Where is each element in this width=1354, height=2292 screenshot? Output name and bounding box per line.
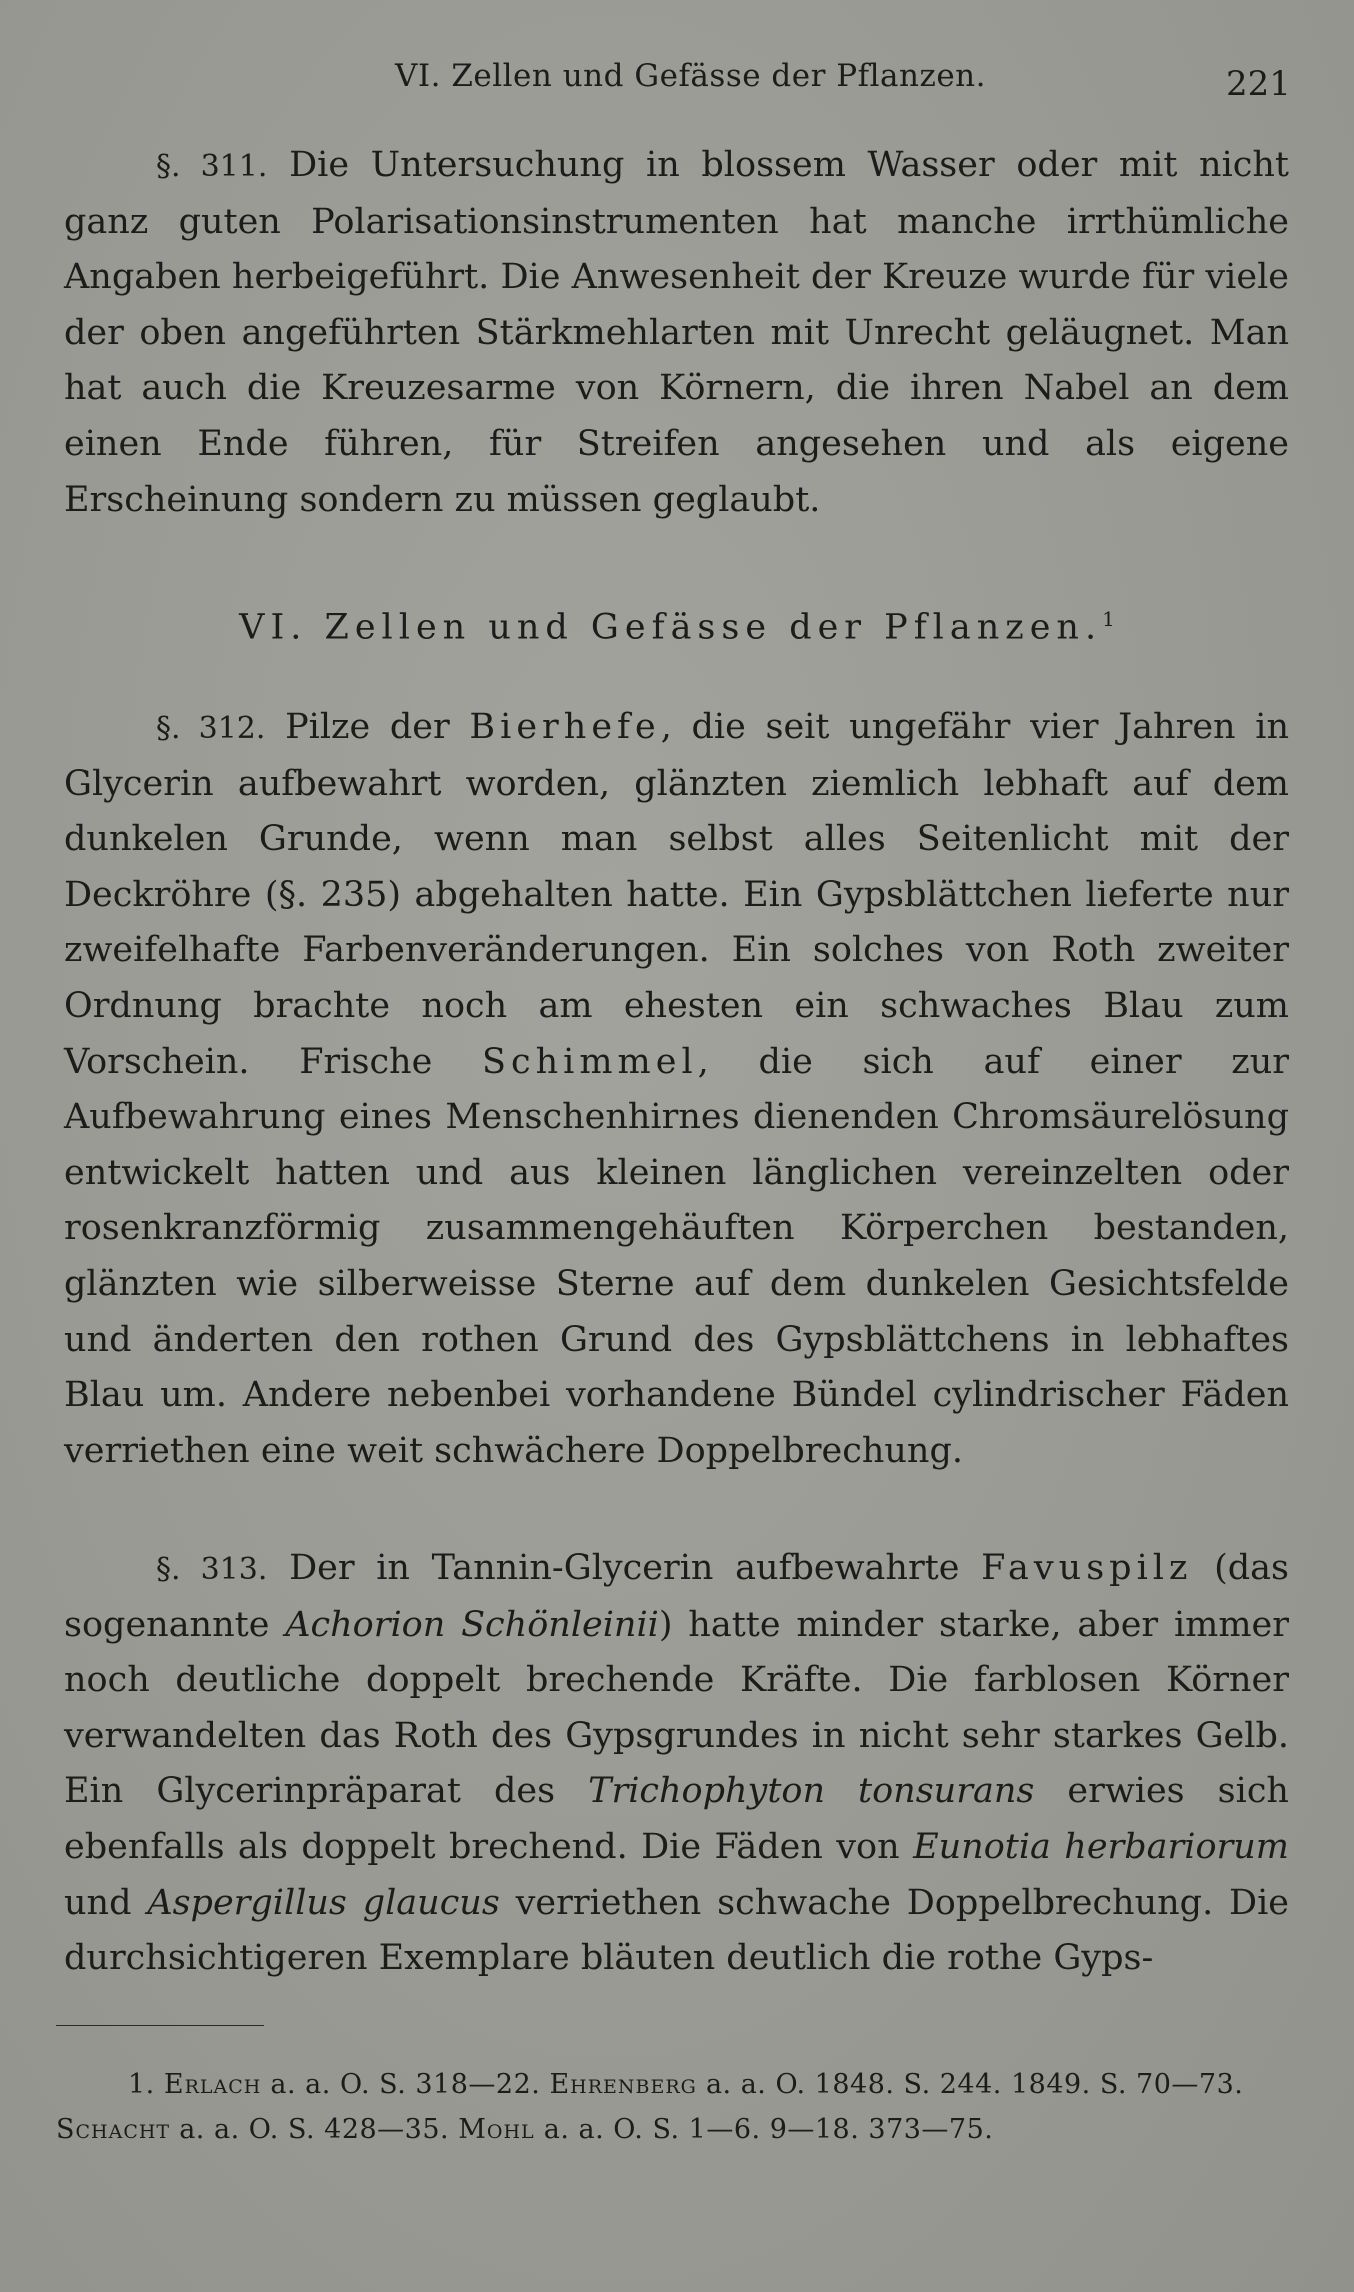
emphasis-spaced: Bierhefe <box>469 707 661 747</box>
footnote <box>56 2062 1296 2152</box>
section-number: §. 312. <box>156 711 266 746</box>
footnote-reference: a. a. O. S. 1—6. 9—18. 373—75. <box>543 2114 994 2145</box>
paragraph-text: Pilze der <box>285 707 450 747</box>
section-number: §. 311. <box>156 149 268 184</box>
page-number: 221 <box>1226 64 1291 104</box>
author-name: Ehrenberg <box>549 2069 697 2100</box>
section-heading-text: VI. Zellen und Gefässe der Pflanzen. <box>239 607 1103 648</box>
paragraph-text: ) hatte minder starke, aber immer noch deutliche doppelt brechende Kräfte. Die farblosen Körner verwandelten das Roth des Gypsgrundes in nicht sehr starkes Gelb. Ein Glycerinpräparat des <box>64 1604 1289 1812</box>
paragraph-text: erwies sich ebenfalls als doppelt brechend. Die Fäden von <box>64 1771 1289 1867</box>
species-name: Trichophyton tonsurans <box>588 1771 1035 1812</box>
section-heading <box>0 607 1354 648</box>
paragraph-312 <box>64 700 1289 1479</box>
emphasis-spaced: Schimmel <box>482 1041 698 1082</box>
species-name: Eunotia herbariorum <box>913 1826 1289 1867</box>
paragraph-text: und <box>64 1882 132 1923</box>
paragraph-text: , die sich auf einer zur Aufbewahrung eines Menschenhirnes dienenden Chromsäurelösung entwickelt hatten und aus kleinen länglichen vereinzelten oder rosenkranzförmig zusammengehäuften Körperchen bestanden, glänzten wie silberweisse Sterne auf dem dunkelen Gesichtsfelde und änderten den rothen Grund des Gypsblättchens in lebhaftes Blau um. Andere nebenbei vorhandene Bündel cylindrischer Fäden verriethen eine weit schwächere Doppelbrechung. <box>64 1041 1289 1471</box>
section-number: §. 313. <box>156 1552 268 1587</box>
author-name: Erlach <box>163 2069 262 2100</box>
footnote-mark: 1 <box>1102 607 1115 631</box>
paragraph-text: Der in Tannin-Glycerin aufbewahrte <box>289 1548 960 1588</box>
paragraph-313 <box>64 1541 1289 1987</box>
emphasis-spaced: Favuspilz <box>981 1548 1193 1588</box>
species-name: Achorion Schönleinii <box>285 1604 659 1645</box>
paragraph-311 <box>64 138 1289 528</box>
species-name: Aspergillus glaucus <box>147 1882 500 1923</box>
footnote-reference: a. a. O. 1848. S. 244. 1849. S. 70—73. <box>705 2069 1244 2100</box>
running-head: VI. Zellen und Gefässe der Pflanzen. <box>395 58 986 94</box>
author-name: Schacht <box>56 2114 171 2145</box>
author-name: Mohl <box>458 2114 535 2145</box>
footnote-divider <box>56 2025 264 2026</box>
footnote-reference: a. a. O. S. 428—35. <box>179 2114 450 2145</box>
paragraph-text: (das sogenannte <box>64 1548 1289 1645</box>
paragraph-text: , die seit ungefähr vier Jahren in Glycerin aufbewahrt worden, glänzten ziemlich lebhaft auf dem dunkelen Grunde, wenn man selbst alles Seitenlicht mit der Deckröhre (§. 235) abgehalten hatte. Ein Gypsblättchen lieferte nur zweifelhafte Farbenveränderungen. Ein solches von Roth zweiter Ordnung brachte noch am ehesten ein schwaches Blau zum Vorschein. Frische <box>64 707 1289 1082</box>
footnote-reference: a. a. O. S. 318—22. <box>270 2069 541 2100</box>
paragraph-text: verriethen schwache Doppelbrechung. Die durchsichtigeren Exemplare bläuten deutlich die rothe Gyps- <box>64 1882 1289 1979</box>
paragraph-text: Die Untersuchung in blossem Wasser oder mit nicht ganz guten Polarisationsinstrumenten hat manche irrthümliche Angaben herbeigeführt. Die Anwesenheit der Kreuze wurde für viele der oben angeführten Stärkmehlarten mit Unrecht geläugnet. Man hat auch die Kreuzesarme von Körnern, die ihren Nabel an dem einen Ende führen, für Streifen angesehen und als eigene Erscheinung sondern zu müssen geglaubt. <box>64 145 1289 520</box>
footnote-number: 1. <box>128 2069 155 2100</box>
